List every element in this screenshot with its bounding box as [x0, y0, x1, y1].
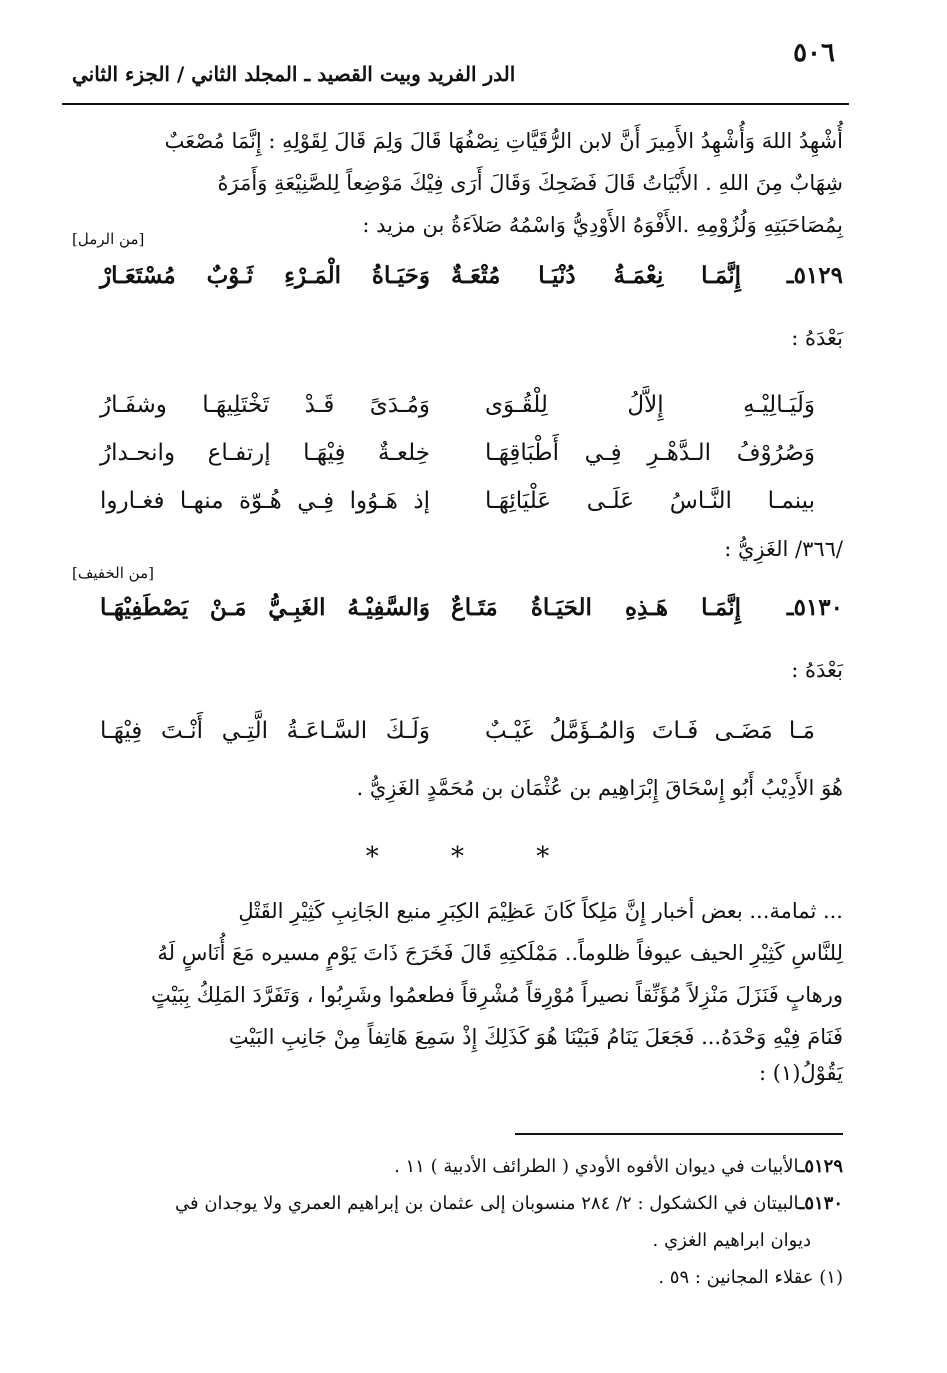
- verse-line: [72, 718, 843, 762]
- footnote-number: ٥١٣٠ـ: [799, 1193, 843, 1214]
- footnote-text: (١) عقلاء المجانين : ٥٩ .: [658, 1267, 843, 1288]
- verse-first-hemistich: بينمـا النَّـاسُ عَلَـى عَلْيَائِهَـا: [485, 488, 815, 514]
- story-paragraph: [72, 890, 843, 1088]
- verse-line: [72, 440, 843, 484]
- footnote-5130: [72, 1193, 843, 1214]
- verse-first-hemistich: مَـا مَضَـى فَـاتَ وَالمُـؤَمَّلُ غَيْـبٌ: [485, 718, 815, 744]
- verse-5129: [72, 262, 843, 306]
- footnote-text: ديوان ابراهيم الغزي .: [652, 1230, 811, 1251]
- footnote-rule: [515, 1133, 843, 1135]
- verse-number: ٥١٢٩ـ: [786, 262, 843, 289]
- intro-line: أُشْهِدُ اللهَ وَأُشْهِدُ الأَمِيرَ أَنَّ لابن الرُّقَيَّاتِ نِصْفُهَا قَالَ وَلِمَ قَالَ لِقَوْلِهِ : إِنَّمَا مُصْعَبٌ: [164, 129, 843, 153]
- poet-bio: هُوَ الأَدِيْبُ أَبُو إِسْحَاقَ إِبْرَاهِيم بن عُثْمَان بن مُحَمَّدٍ الغَزِيُّ .: [356, 776, 843, 800]
- intro-line: بِمُصَاحَبَتِهِ وَلُزُوْمِهِ .الأَفْوَهُ الأَوْدِيُّ وَاسْمُهُ صَلاَءَةُ بن مزيد :: [362, 213, 843, 237]
- verse-second-hemistich: وَحَيَـاةُ الْمَـرْءِ ثَـوْبٌ مُسْتَعَـارْ: [100, 262, 430, 289]
- meter-label: [من الرمل]: [72, 230, 145, 248]
- verse-first-hemistich: وَصُرُوْفُ الـدَّهْـرِ فِـي أَطْبَاقِهَـا: [485, 440, 815, 466]
- story-line: ورهابٍ فَنَزَلَ مَنْزِلاً مُؤَنِّقاً نصيراً مُوْرِقاً مُشْرِقاً فطعمُوا وشَرِبُوا ، وَتَفَرَّدَ المَلِكُ بِبَيْتٍ: [150, 983, 843, 1007]
- verse-first-hemistich: إِنَّمَـا نِعْمَـةُ دُنْيَـا مُتْعَـةٌ: [451, 262, 741, 289]
- intro-line: شِهَابٌ مِنَ اللهِ . الأَبْيَاتُ قَالَ فَضَحِكَ وَقَالَ أَرَى فِيْكَ مَوْضِعاً لِلصَّنِيْعَةِ وَأَمَرَهُ: [217, 171, 843, 195]
- footnote-continuation: [653, 1230, 811, 1251]
- story-line: لِلنَّاسِ كَثِيْرِ الحيف عيوفاً ظلوماً.. مَمْلَكتِهِ قَالَ فَخَرَجَ ذَاتَ يَوْمٍ مسيره مَعَ أُنَاسٍ لَهُ: [157, 941, 843, 965]
- section-divider-stars: * * *: [365, 842, 582, 872]
- footnote-text: الأبيات في ديوان الأفوه الأودي ( الطرائف الأدبية ) ١١ .: [394, 1156, 800, 1177]
- poet-label: /٣٦٦/ الغَزِيُّ :: [724, 537, 843, 561]
- verse-second-hemistich: وَلَـكَ السَّـاعَـةُ الَّتِـي أَنْـتَ فِيْهَـا: [100, 718, 430, 744]
- verse-line: [72, 392, 843, 436]
- footnote-text: البيتان في الكشكول : ٢/ ٢٨٤ منسوبان إلى عثمان بن إبراهيم العمري ولا يوجدان في: [175, 1193, 800, 1214]
- verse-second-hemistich: وَمُـدَىً قَـدْ تَخْتَلِيهَـا وشفَـارُ: [100, 392, 430, 418]
- footnote-5129: [394, 1156, 843, 1177]
- page-number: ٥٠٦: [793, 38, 835, 68]
- story-line: فَنَامَ فِيْهِ وَحْدَهُ... فَجَعَلَ يَنَامُ فَبَيْنَا هُوَ كَذَلِكَ إِذْ سَمِعَ هَاتِفاً مِنْ جَانِبِ البَيْتِ: [228, 1025, 843, 1049]
- intro-paragraph: [72, 120, 843, 246]
- footnote-1: [658, 1267, 843, 1288]
- after-label: بَعْدَهُ :: [791, 326, 843, 350]
- footnote-number: ٥١٢٩ـ: [799, 1156, 843, 1177]
- running-title: الدر الفريد وبيت القصيد ـ المجلد الثاني / الجزء الثاني: [72, 62, 516, 86]
- verse-second-hemistich: وَالسَّفِيْـهُ الغَبِـيُّ مَـنْ يَصْطَفِيْهَـا: [100, 594, 430, 621]
- story-line: ... ثمامة... بعض أخبار إِنَّ مَلِكاً كَانَ عَظِيْمَ الكِبَرِ منيع الجَانِبِ كَثِيْرِ القَتْلِ: [238, 899, 843, 923]
- story-line: يَقُوْلُ(١) :: [758, 1061, 843, 1085]
- verse-second-hemistich: إذ هَـوُوا فِـي هُـوّة منهـا فغـاروا: [100, 488, 430, 514]
- verse-line: [72, 488, 843, 532]
- meter-label: [من الخفيف]: [72, 564, 154, 582]
- verse-second-hemistich: خِلعـةٌ فِيْهَـا إرتفـاع وانحـدارُ: [100, 440, 430, 466]
- verse-first-hemistich: إِنَّمَـا هَـذِهِ الحَيَـاةُ مَتَـاعٌ: [451, 594, 741, 621]
- verse-first-hemistich: وَلَيَـالِيْـهِ إِلاَّلُ لِلْقُـوَى: [485, 392, 815, 418]
- after-label: بَعْدَهُ :: [791, 658, 843, 682]
- verse-number: ٥١٣٠ـ: [786, 594, 843, 621]
- header-rule: [62, 103, 849, 105]
- verse-5130: [72, 594, 843, 638]
